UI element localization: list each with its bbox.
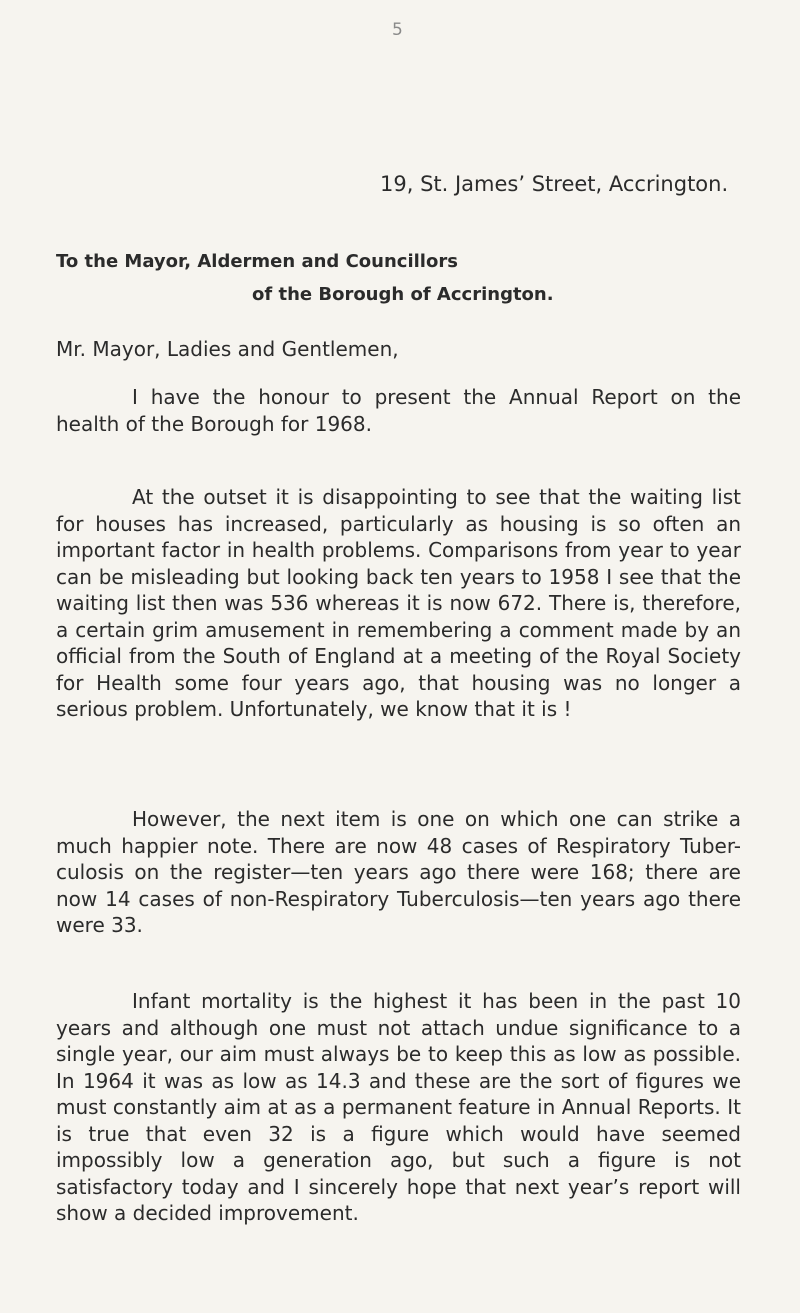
sender-address: 19, St. James’ Street, Accrington. (380, 172, 729, 196)
paragraph-4: Infant mortality is the highest it has been in the past 10 years and although one must not attach undue significance to a single year, our aim must always be to keep this as low as possible. In 1964 it was as low as 14.3 and these are the sort of figures we must constantly aim at as a permanent feature in Annual Reports. It is true that even 32 is a figure which would have seemed impossibly low a generation ago, but such a figure is not satisfactory today and I sincerely hope that next year’s report will show a decided improvement. (56, 989, 741, 1225)
greeting: Mr. Mayor, Ladies and Gentlemen, (56, 337, 399, 361)
page-number: 5 (392, 20, 403, 40)
recipient-line-1: To the Mayor, Aldermen and Councillors (56, 251, 458, 272)
paragraph-3: However, the next item is one on which one can strike a much happier note. There are now 48 cases of Respiratory Tuber-culosis on the register—ten years ago there were 168; there are now 14 cases of non-Respiratory Tuberculosis—ten years ago there were 33. (56, 807, 741, 937)
paragraph-1: I have the honour to present the Annual Report on the health of the Borough for 1968. (56, 385, 741, 436)
recipient-line-2: of the Borough of Accrington. (252, 284, 554, 305)
paragraph-2: At the outset it is disappointing to see that the waiting list for houses has increased, particularly as housing is so often an important factor in health problems. Comparisons from year to year can be misleading but looking back ten years to 1958 I see that the waiting list then was 536 whereas it is now 672. There is, therefore, a certain grim amusement in remembering a comment made by an official from the South of England at a meeting of the Royal Society for Health some four years ago, that housing was no longer a serious problem. Unfortunately, we know that it is ! (56, 485, 741, 721)
